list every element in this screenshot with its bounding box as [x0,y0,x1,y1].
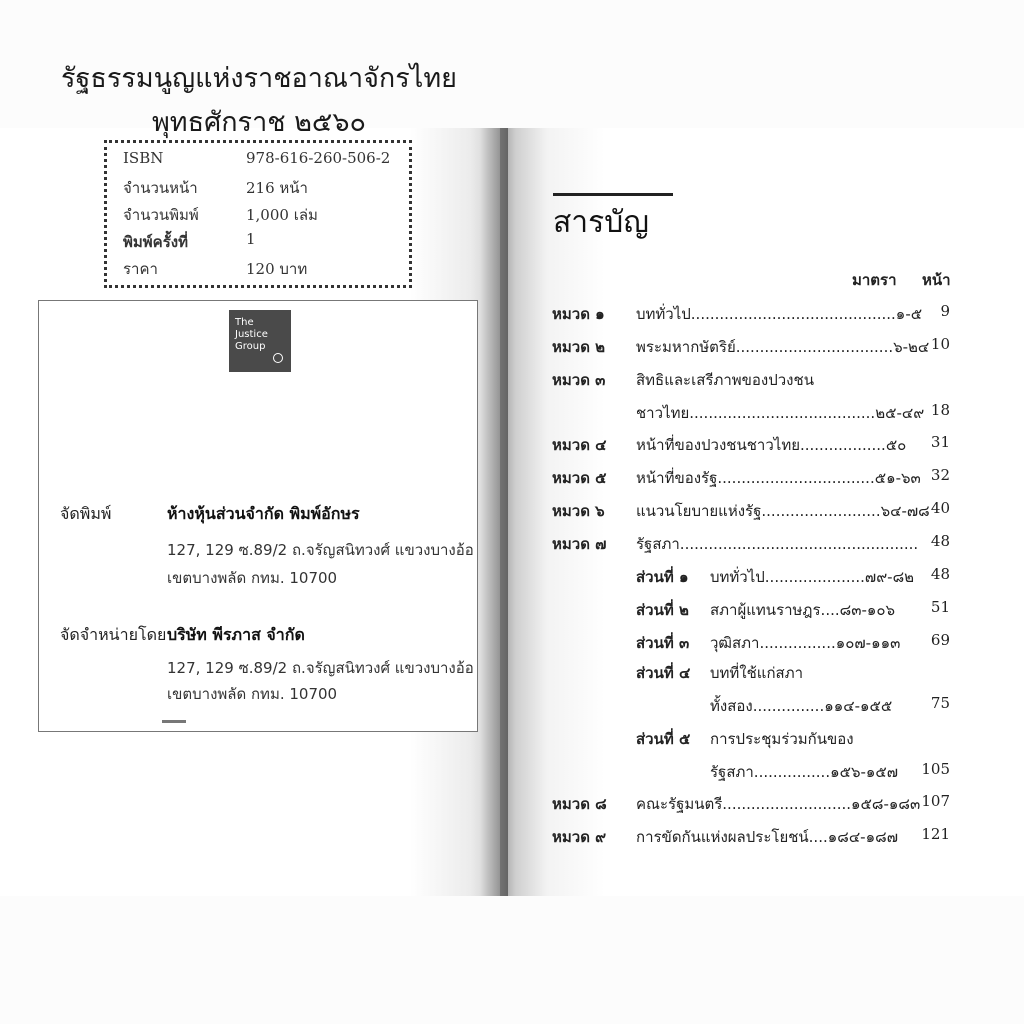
info-value: 978-616-260-506-2 [246,149,391,167]
toc-entry[interactable] [0,532,1024,554]
toc-chapter-label: หมวด ๙ [552,828,607,846]
toc-entry-text: สิทธิและเสรีภาพของปวงชน [636,371,814,389]
distributor-label: จัดจำหน่ายโดย [60,625,167,644]
toc-entry[interactable] [0,694,1024,716]
toc-entry[interactable] [0,565,1024,587]
toc-entry[interactable] [0,760,1024,782]
toc-entry[interactable] [0,466,1024,488]
distributor-address: 127, 129 ซ.89/2 ถ.จรัญสนิทวงศ์ แขวงบางอ้อ [167,659,474,677]
toc-part-label: ส่วนที่ ๒ [636,601,689,619]
toc-page-number: 51 [930,598,950,616]
toc-entry[interactable] [0,631,1024,653]
logo-line: Group [235,341,266,352]
toc-part-label: ส่วนที่ ๓ [636,634,690,652]
toc-page-number: 48 [930,532,950,550]
toc-entry-text: คณะรัฐมนตรี...........................๑๕๘-๑๘๓ [636,795,921,813]
toc-entry-text: การประชุมร่วมกันของ [710,730,854,748]
info-value: 120 บาท [246,260,308,278]
toc-chapter-label: หมวด ๔ [552,436,607,454]
toc-entry[interactable] [0,499,1024,521]
toc-entry-text: แนวนโยบายแห่งรัฐ.........................๖๔-๗๘ [636,502,930,520]
info-value: 1,000 เล่ม [246,206,318,224]
toc-entry[interactable] [0,598,1024,620]
info-label: ราคา [123,260,158,278]
toc-part-label: ส่วนที่ ๔ [636,664,691,682]
toc-page-number: 105 [921,760,950,778]
toc-chapter-label: หมวด ๓ [552,371,606,389]
info-value: 216 หน้า [246,179,308,197]
toc-entry-text: วุฒิสภา................๑๐๗-๑๑๓ [710,634,901,652]
toc-page-number: 32 [930,466,950,484]
book-year: พุทธศักราช ๒๕๖๐ [152,107,366,138]
toc-header-section: มาตรา [852,271,897,289]
printer-address: 127, 129 ซ.89/2 ถ.จรัญสนิทวงศ์ แขวงบางอ้อ [167,541,474,559]
toc-entry-text: หน้าที่ของรัฐ.................................๕๑-๖๓ [636,469,921,487]
toc-entry[interactable] [0,368,1024,390]
toc-part-label: ส่วนที่ ๑ [636,568,689,586]
info-label: ISBN [123,149,164,167]
toc-page-number: 31 [930,433,950,451]
logo-line: The [235,317,254,328]
toc-page-number: 107 [921,792,950,810]
toc-chapter-label: หมวด ๖ [552,502,605,520]
toc-entry-text: การขัดกันแห่งผลประโยชน์....๑๘๔-๑๘๗ [636,828,898,846]
toc-chapter-label: หมวด ๕ [552,469,607,487]
toc-entry[interactable] [0,727,1024,749]
toc-title: สารบัญ [553,205,649,240]
toc-entry[interactable] [0,825,1024,847]
printer-label: จัดพิมพ์ [60,504,112,523]
divider [162,720,186,723]
toc-entry-text: บททั่วไป...........................................๑-๕ [636,305,923,323]
toc-entry[interactable] [0,335,1024,357]
info-label: จำนวนหน้า [123,179,198,197]
toc-title-rule [553,193,673,196]
printer-address-2: เขตบางพลัด กทม. 10700 [167,569,338,587]
toc-page-number: 40 [930,499,950,517]
toc-page-number: 48 [930,565,950,583]
toc-page-number: 18 [930,401,950,419]
toc-page-number: 9 [940,302,950,320]
toc-chapter-label: หมวด ๑ [552,305,605,323]
toc-entry-text: หน้าที่ของปวงชนชาวไทย..................๕๐ [636,436,907,454]
toc-entry-text: รัฐสภา................๑๕๖-๑๕๗ [710,763,899,781]
toc-entry-text: ชาวไทย.......................................๒๕-๔๙ [636,404,925,422]
toc-chapter-label: หมวด ๘ [552,795,607,813]
toc-entry[interactable] [0,661,1024,683]
toc-page-number: 75 [930,694,950,712]
toc-entry-text: รัฐสภา.................................................. [636,535,919,553]
info-label: พิมพ์ครั้งที่ [123,233,188,251]
book-title: รัฐธรรมนูญแห่งราชอาณาจักรไทย [61,63,457,94]
toc-chapter-label: หมวด ๒ [552,338,606,356]
distributor-name: บริษัท พีรภาส จำกัด [167,625,305,644]
toc-chapter-label: หมวด ๗ [552,535,607,553]
toc-part-label: ส่วนที่ ๕ [636,730,691,748]
logo-line: Justice [235,329,268,340]
toc-page-number: 10 [930,335,950,353]
toc-entry-text: พระมหากษัตริย์.................................๖-๒๔ [636,338,930,356]
toc-entry-text: บททั่วไป.....................๗๙-๘๒ [710,568,915,586]
toc-entry[interactable] [0,433,1024,455]
toc-entry-text: ทั้งสอง...............๑๑๔-๑๕๕ [710,697,893,715]
toc-entry-text: สภาผู้แทนราษฎร....๘๓-๑๐๖ [710,601,896,619]
distributor-address-2: เขตบางพลัด กทม. 10700 [167,685,338,703]
toc-page-number: 69 [930,631,950,649]
info-box [104,140,412,288]
toc-header-page: หน้า [922,271,951,289]
toc-entry[interactable] [0,792,1024,814]
toc-entry[interactable] [0,302,1024,324]
info-label: จำนวนพิมพ์ [123,206,199,224]
toc-page-number: 121 [921,825,950,843]
toc-entry[interactable] [0,401,1024,423]
info-value: 1 [246,230,256,248]
printer-name: ห้างหุ้นส่วนจำกัด พิมพ์อักษร [167,504,360,523]
toc-entry-text: บทที่ใช้แก่สภา [710,664,804,682]
